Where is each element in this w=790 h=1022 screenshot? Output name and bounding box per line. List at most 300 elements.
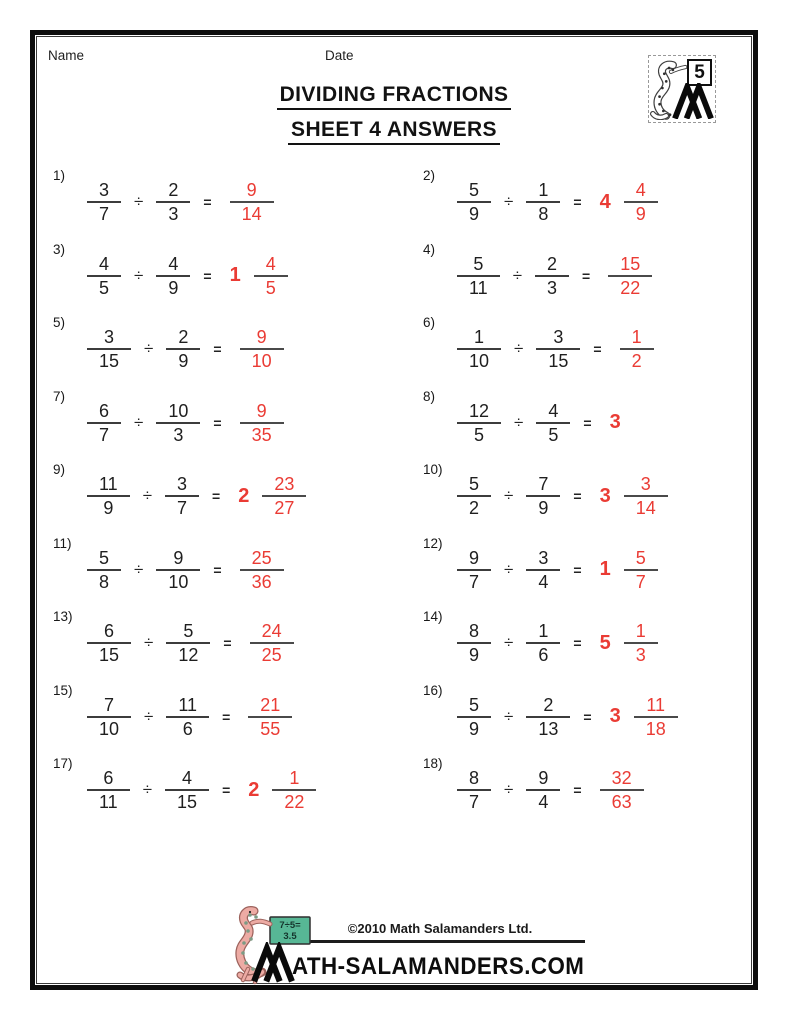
fraction-numerator: 21 bbox=[260, 694, 281, 715]
fraction-bar bbox=[526, 495, 560, 497]
dividend-fraction bbox=[87, 548, 121, 592]
fraction-numerator: 32 bbox=[611, 768, 632, 788]
division-sign: ÷ bbox=[514, 339, 524, 359]
answer-whole: 5 bbox=[599, 631, 611, 654]
problem-number: 5) bbox=[53, 315, 66, 330]
answer-fraction bbox=[624, 474, 668, 518]
dividend-fraction bbox=[457, 327, 501, 371]
equation bbox=[457, 695, 678, 739]
answer-fraction bbox=[272, 768, 316, 812]
dividend-fraction bbox=[457, 401, 501, 445]
fraction-denominator: 25 bbox=[261, 645, 282, 666]
fraction-denominator: 5 bbox=[548, 424, 559, 445]
fraction-bar bbox=[87, 569, 121, 571]
problem bbox=[49, 535, 419, 609]
date-label: Date bbox=[325, 48, 354, 63]
dividend-fraction bbox=[457, 180, 491, 224]
problem-number: 8) bbox=[423, 388, 436, 404]
divisor-fraction bbox=[526, 695, 570, 739]
division-sign: ÷ bbox=[144, 706, 154, 726]
fraction-denominator: 3 bbox=[168, 204, 179, 225]
equation bbox=[457, 621, 658, 665]
fraction-bar bbox=[87, 201, 121, 203]
dividend-fraction bbox=[457, 768, 491, 812]
fraction-denominator: 10 bbox=[99, 718, 120, 739]
fraction-bar bbox=[624, 201, 658, 203]
divisor-fraction bbox=[526, 180, 560, 224]
fraction-denominator: 5 bbox=[265, 277, 276, 298]
fraction-denominator: 18 bbox=[645, 718, 666, 739]
fraction-denominator: 10 bbox=[251, 351, 272, 372]
fraction-numerator: 3 bbox=[104, 327, 115, 347]
fraction-denominator: 7 bbox=[177, 498, 188, 519]
fraction-bar bbox=[535, 275, 569, 277]
fraction-bar bbox=[624, 569, 658, 571]
fraction-denominator: 3 bbox=[635, 645, 646, 666]
dividend-fraction bbox=[87, 621, 131, 665]
answer-fraction bbox=[624, 548, 658, 592]
problem bbox=[419, 388, 747, 462]
division-sign: ÷ bbox=[142, 780, 153, 800]
fraction-denominator: 22 bbox=[284, 792, 305, 813]
fraction-denominator: 9 bbox=[469, 204, 480, 225]
fraction-bar bbox=[87, 716, 131, 718]
division-sign: ÷ bbox=[134, 192, 144, 212]
fraction-bar bbox=[165, 495, 199, 497]
fraction-denominator: 9 bbox=[469, 645, 480, 666]
fraction-bar bbox=[526, 642, 560, 644]
fraction-numerator: 8 bbox=[469, 621, 480, 641]
fraction-denominator: 63 bbox=[611, 792, 632, 813]
divisor-fraction bbox=[526, 548, 560, 592]
problem-number: 9) bbox=[53, 462, 66, 477]
fraction-bar bbox=[156, 422, 200, 424]
fraction-bar bbox=[457, 422, 501, 424]
equals-sign: = bbox=[222, 782, 231, 799]
problem-number: 1) bbox=[53, 168, 66, 183]
divisor-fraction bbox=[536, 401, 570, 445]
problem bbox=[49, 461, 419, 535]
fraction-denominator: 15 bbox=[548, 351, 569, 372]
fraction-numerator: 4 bbox=[168, 253, 179, 274]
fraction-denominator: 3 bbox=[547, 277, 558, 298]
fraction-denominator: 7 bbox=[469, 571, 480, 592]
fraction-numerator: 3 bbox=[99, 180, 110, 200]
division-sign: ÷ bbox=[134, 412, 144, 432]
fraction-numerator: 9 bbox=[246, 180, 257, 200]
fraction-bar bbox=[526, 716, 570, 718]
division-sign: ÷ bbox=[504, 486, 514, 506]
fraction-numerator: 9 bbox=[469, 547, 480, 568]
divisor-fraction bbox=[535, 254, 569, 298]
fraction-denominator: 4 bbox=[538, 571, 549, 592]
fraction-numerator: 9 bbox=[173, 547, 184, 568]
fraction-bar bbox=[250, 642, 294, 644]
fraction-denominator: 8 bbox=[538, 204, 549, 225]
equals-sign: = bbox=[573, 194, 582, 211]
equation bbox=[457, 254, 652, 298]
fraction-bar bbox=[457, 275, 500, 277]
answer-fraction bbox=[240, 548, 284, 592]
fraction-numerator: 4 bbox=[548, 400, 559, 421]
answer-whole: 4 bbox=[599, 190, 611, 213]
fraction-bar bbox=[272, 789, 316, 791]
page-subtitle: SHEET 4 ANSWERS bbox=[288, 118, 500, 145]
fraction-numerator: 7 bbox=[104, 694, 115, 715]
equation bbox=[87, 254, 288, 298]
division-sign: ÷ bbox=[504, 706, 514, 726]
problem bbox=[419, 608, 747, 682]
fraction-bar bbox=[166, 716, 209, 718]
fraction-bar bbox=[87, 422, 121, 424]
fraction-numerator: 2 bbox=[178, 327, 189, 347]
fraction-bar bbox=[87, 275, 121, 277]
fraction-numerator: 1 bbox=[289, 768, 300, 788]
equation bbox=[87, 401, 284, 445]
fraction-denominator: 35 bbox=[251, 424, 272, 445]
fraction-numerator: 6 bbox=[103, 768, 114, 788]
fraction-bar bbox=[457, 348, 501, 350]
equals-sign: = bbox=[203, 194, 212, 211]
problem-number: 4) bbox=[423, 241, 436, 257]
fraction-numerator: 12 bbox=[469, 400, 490, 421]
answer-whole: 1 bbox=[599, 558, 611, 581]
fraction-bar bbox=[156, 275, 190, 277]
fraction-denominator: 6 bbox=[182, 718, 193, 739]
fraction-bar bbox=[620, 348, 654, 350]
answer-fraction bbox=[248, 695, 292, 739]
fraction-bar bbox=[87, 642, 131, 644]
divisor-fraction bbox=[526, 621, 560, 665]
fraction-denominator: 3 bbox=[173, 424, 184, 445]
dividend-fraction bbox=[87, 327, 131, 371]
problem-number: 16) bbox=[423, 682, 443, 698]
equation bbox=[87, 327, 284, 371]
fraction-bar bbox=[624, 642, 658, 644]
divisor-fraction bbox=[156, 548, 200, 592]
fraction-denominator: 7 bbox=[99, 424, 110, 445]
fraction-denominator: 9 bbox=[178, 351, 189, 372]
divisor-fraction bbox=[156, 401, 200, 445]
fraction-denominator: 8 bbox=[99, 571, 110, 592]
dividend-fraction bbox=[457, 474, 491, 518]
problem-number: 6) bbox=[423, 315, 436, 330]
fraction-bar bbox=[240, 422, 284, 424]
problem-number: 7) bbox=[53, 388, 66, 404]
divisor-fraction bbox=[526, 474, 560, 518]
fraction-numerator: 4 bbox=[182, 768, 193, 788]
fraction-denominator: 7 bbox=[635, 571, 646, 592]
fraction-numerator: 25 bbox=[251, 547, 272, 568]
divisor-fraction bbox=[166, 695, 209, 739]
chalkboard-text-line1: 7÷5= bbox=[279, 920, 301, 931]
equals-sign: = bbox=[212, 488, 221, 505]
answer-whole: 3 bbox=[609, 411, 621, 434]
answer-fraction bbox=[624, 180, 658, 224]
fraction-denominator: 13 bbox=[538, 718, 559, 739]
division-sign: ÷ bbox=[134, 265, 144, 285]
fraction-bar bbox=[457, 642, 491, 644]
fraction-bar bbox=[457, 716, 491, 718]
dividend-fraction bbox=[87, 768, 130, 812]
fraction-numerator: 11 bbox=[178, 694, 198, 715]
dividend-fraction bbox=[87, 474, 130, 518]
fraction-bar bbox=[254, 275, 288, 277]
fraction-denominator: 9 bbox=[103, 498, 114, 519]
divisor-fraction bbox=[156, 180, 190, 224]
grade-logo bbox=[648, 55, 716, 123]
fraction-numerator: 5 bbox=[469, 180, 480, 200]
equation bbox=[87, 474, 306, 518]
problem-number: 17) bbox=[53, 756, 73, 771]
equals-sign: = bbox=[583, 708, 592, 725]
fraction-bar bbox=[87, 789, 130, 791]
fraction-numerator: 2 bbox=[543, 694, 554, 715]
fraction-numerator: 9 bbox=[538, 768, 549, 788]
fraction-bar bbox=[457, 569, 491, 571]
division-sign: ÷ bbox=[142, 486, 153, 506]
dividend-fraction bbox=[457, 621, 491, 665]
equals-sign: = bbox=[573, 782, 582, 799]
name-label: Name bbox=[48, 48, 85, 63]
equals-sign: = bbox=[573, 635, 582, 652]
fraction-denominator: 11 bbox=[469, 277, 488, 298]
fraction-numerator: 15 bbox=[620, 253, 641, 274]
fraction-numerator: 3 bbox=[177, 474, 188, 494]
division-sign: ÷ bbox=[504, 633, 514, 653]
equals-sign: = bbox=[213, 414, 222, 431]
fraction-bar bbox=[634, 716, 678, 718]
answer-fraction bbox=[240, 401, 284, 445]
fraction-numerator: 10 bbox=[168, 400, 189, 421]
equals-sign: = bbox=[573, 561, 582, 578]
fraction-denominator: 9 bbox=[538, 498, 549, 519]
division-sign: ÷ bbox=[144, 339, 154, 359]
fraction-bar bbox=[600, 789, 644, 791]
answer-fraction bbox=[262, 474, 306, 518]
fraction-denominator: 15 bbox=[99, 645, 120, 666]
problem bbox=[419, 682, 747, 756]
problem-number: 18) bbox=[423, 756, 443, 771]
problem bbox=[49, 388, 419, 462]
answer-fraction bbox=[620, 327, 654, 371]
fraction-numerator: 24 bbox=[261, 621, 282, 641]
problem-number: 12) bbox=[423, 535, 443, 551]
fraction-bar bbox=[526, 789, 560, 791]
dividend-fraction bbox=[87, 695, 131, 739]
fraction-numerator: 9 bbox=[256, 400, 267, 421]
problem-number: 2) bbox=[423, 168, 436, 183]
divisor-fraction bbox=[526, 768, 560, 812]
division-sign: ÷ bbox=[512, 265, 523, 285]
equals-sign: = bbox=[213, 561, 222, 578]
fraction-denominator: 12 bbox=[178, 645, 199, 666]
dividend-fraction bbox=[457, 548, 491, 592]
equals-sign: = bbox=[203, 267, 212, 284]
problem bbox=[49, 241, 419, 315]
fraction-bar bbox=[624, 495, 668, 497]
fraction-numerator: 1 bbox=[635, 621, 646, 641]
fraction-bar bbox=[536, 422, 570, 424]
equation bbox=[457, 180, 658, 224]
answer-fraction bbox=[600, 768, 644, 812]
fraction-bar bbox=[166, 348, 200, 350]
fraction-bar bbox=[457, 201, 491, 203]
fraction-denominator: 9 bbox=[168, 277, 179, 298]
fraction-bar bbox=[87, 495, 130, 497]
equals-sign: = bbox=[222, 708, 231, 725]
fraction-denominator: 5 bbox=[99, 277, 110, 298]
answer-fraction bbox=[250, 621, 294, 665]
fraction-denominator: 14 bbox=[241, 204, 262, 225]
division-sign: ÷ bbox=[144, 633, 154, 653]
fraction-numerator: 4 bbox=[265, 253, 276, 274]
answer-whole: 3 bbox=[609, 705, 621, 728]
divisor-fraction bbox=[166, 327, 200, 371]
fraction-numerator: 1 bbox=[474, 327, 485, 347]
fraction-denominator: 10 bbox=[168, 571, 189, 592]
fraction-bar bbox=[87, 348, 131, 350]
answer-fraction bbox=[230, 180, 274, 224]
fraction-denominator: 9 bbox=[469, 718, 480, 739]
problem bbox=[419, 535, 747, 609]
division-sign: ÷ bbox=[504, 559, 514, 579]
fraction-numerator: 6 bbox=[104, 621, 115, 641]
equation bbox=[457, 768, 644, 812]
fraction-numerator: 5 bbox=[469, 694, 480, 715]
equation bbox=[457, 327, 654, 371]
equals-sign: = bbox=[213, 341, 222, 358]
fraction-bar bbox=[230, 201, 274, 203]
answer-whole: 1 bbox=[229, 264, 241, 287]
fraction-bar bbox=[248, 716, 292, 718]
fraction-denominator: 6 bbox=[538, 645, 549, 666]
fraction-bar bbox=[240, 569, 284, 571]
answer-whole: 2 bbox=[238, 484, 250, 507]
division-sign: ÷ bbox=[504, 780, 514, 800]
fraction-numerator: 3 bbox=[553, 327, 564, 347]
equation bbox=[457, 474, 668, 518]
dividend-fraction bbox=[457, 695, 491, 739]
equation bbox=[457, 401, 621, 445]
fraction-numerator: 1 bbox=[631, 327, 642, 347]
answer-whole: 3 bbox=[599, 484, 611, 507]
problem-number: 11) bbox=[53, 535, 72, 551]
site-logo bbox=[251, 942, 606, 984]
fraction-numerator: 4 bbox=[99, 253, 110, 274]
problem bbox=[419, 167, 747, 241]
problem bbox=[49, 755, 419, 829]
problem bbox=[419, 461, 747, 535]
fraction-denominator: 9 bbox=[635, 204, 646, 225]
divisor-fraction bbox=[156, 254, 190, 298]
divisor-fraction bbox=[166, 621, 210, 665]
fraction-numerator: 5 bbox=[469, 474, 480, 494]
fraction-numerator: 6 bbox=[99, 400, 110, 421]
fraction-numerator: 3 bbox=[538, 547, 549, 568]
problem-number: 15) bbox=[53, 682, 73, 698]
fraction-denominator: 2 bbox=[631, 351, 642, 372]
equation bbox=[87, 621, 294, 665]
problem bbox=[49, 608, 419, 682]
answer-fraction bbox=[240, 327, 284, 371]
fraction-numerator: 2 bbox=[547, 253, 558, 274]
fraction-denominator: 27 bbox=[274, 498, 295, 519]
fraction-denominator: 22 bbox=[620, 277, 641, 298]
answer-fraction bbox=[634, 695, 678, 739]
fraction-bar bbox=[262, 495, 306, 497]
problem bbox=[49, 167, 419, 241]
fraction-bar bbox=[526, 201, 560, 203]
dividend-fraction bbox=[87, 254, 121, 298]
equation bbox=[87, 548, 284, 592]
answer-fraction bbox=[608, 254, 652, 298]
problem-number: 3) bbox=[53, 241, 66, 257]
fraction-bar bbox=[240, 348, 284, 350]
equals-sign: = bbox=[583, 414, 592, 431]
fraction-numerator: 2 bbox=[168, 180, 179, 200]
division-sign: ÷ bbox=[514, 412, 524, 432]
problem bbox=[49, 682, 419, 756]
fraction-bar bbox=[457, 789, 491, 791]
fraction-numerator: 11 bbox=[646, 694, 666, 715]
fraction-denominator: 10 bbox=[469, 351, 490, 372]
equals-sign: = bbox=[573, 488, 582, 505]
fraction-bar bbox=[165, 789, 209, 791]
equation bbox=[87, 695, 292, 739]
fraction-numerator: 5 bbox=[635, 547, 646, 568]
fraction-numerator: 7 bbox=[538, 474, 549, 494]
fraction-numerator: 5 bbox=[99, 547, 110, 568]
site-name: ATH-SALAMANDERS.COM bbox=[292, 953, 585, 980]
fraction-numerator: 8 bbox=[469, 768, 480, 788]
fraction-denominator: 5 bbox=[474, 424, 485, 445]
divisor-fraction bbox=[165, 474, 199, 518]
fraction-bar bbox=[457, 495, 491, 497]
fraction-numerator: 5 bbox=[183, 621, 194, 641]
division-sign: ÷ bbox=[134, 559, 144, 579]
fraction-denominator: 15 bbox=[177, 792, 198, 813]
fraction-numerator: 5 bbox=[473, 253, 484, 274]
fraction-numerator: 1 bbox=[538, 621, 549, 641]
site-monogram-icon bbox=[251, 942, 295, 984]
problem bbox=[419, 314, 747, 388]
grade-number-box: 5 bbox=[687, 59, 712, 86]
fraction-denominator: 7 bbox=[99, 204, 110, 225]
fraction-denominator: 15 bbox=[99, 351, 120, 372]
equation bbox=[87, 180, 274, 224]
dividend-fraction bbox=[87, 401, 121, 445]
footer-copyright: ©2010 Math Salamanders Ltd. bbox=[347, 921, 533, 936]
problem bbox=[419, 755, 747, 829]
equation bbox=[87, 768, 316, 812]
fraction-numerator: 4 bbox=[635, 180, 646, 200]
fraction-bar bbox=[156, 569, 200, 571]
chalkboard-text-line2: 3.5 bbox=[283, 931, 297, 942]
fraction-numerator: 23 bbox=[274, 474, 295, 494]
problem-number: 13) bbox=[53, 609, 73, 624]
fraction-bar bbox=[536, 348, 580, 350]
fraction-bar bbox=[166, 642, 210, 644]
title-block bbox=[37, 83, 751, 145]
equation bbox=[457, 548, 658, 592]
problem bbox=[49, 314, 419, 388]
divisor-fraction bbox=[165, 768, 209, 812]
equals-sign: = bbox=[223, 635, 232, 652]
fraction-denominator: 36 bbox=[251, 571, 272, 592]
division-sign: ÷ bbox=[504, 192, 514, 212]
equals-sign: = bbox=[582, 267, 591, 284]
